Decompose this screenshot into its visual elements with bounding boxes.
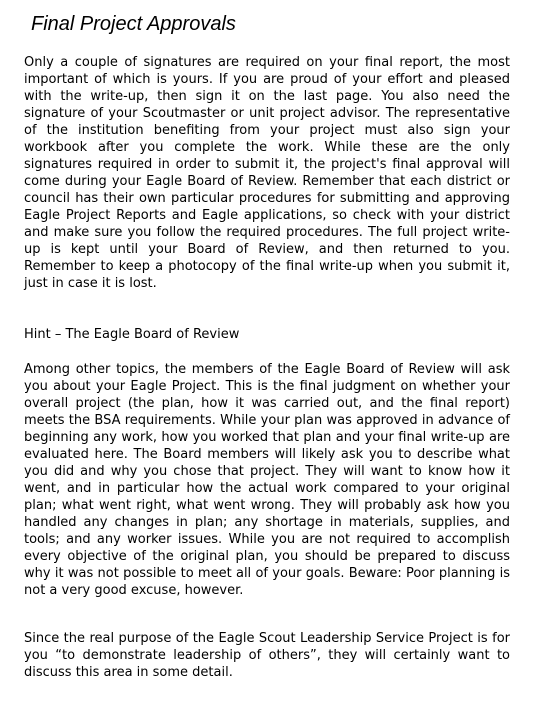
- hint-heading: Hint – The Eagle Board of Review: [24, 327, 240, 342]
- purpose-paragraph: Since the real purpose of the Eagle Scout Leadership Service Project is for you “to demonstrate leadership of others”, they will certainly want to discuss this area in some detail.: [24, 631, 510, 680]
- page-title: Final Project Approvals: [31, 13, 236, 35]
- board-of-review-paragraph: Among other topics, the members of the Eagle Board of Review will ask you about your Eagle Project. This is the final judgment on whether your overall project (the plan, how it was carried out, and the final report) meets the BSA requirements. While your plan was approved in advance of beginning any work, how you worked that plan and your final write-up are evaluated here. The Board members will likely ask you to describe what you did and why you chose that project. They will want to know how it went, and in particular how the actual work compared to your original plan; what went right, what went wrong. They will probably ask how you handled any changes in plan; any shortage in materials, supplies, and tools; and any worker issues. While you are not required to accomplish every objective of the original plan, you should be prepared to discuss why it was not possible to meet all of your goals. Beware: Poor planning is not a very good excuse, however.: [24, 362, 510, 598]
- signatures-paragraph: Only a couple of signatures are required on your final report, the most important of which is yours. If you are proud of your effort and pleased with the write-up, then sign it on the last page. You also need the signature of your Scoutmaster or unit project advisor. The representative of the institution benefiting from your project must also sign your workbook after you complete the work. While these are the only signatures required in order to submit it, the project's final approval will come during your Eagle Board of Review. Remember that each district or council has their own particular procedures for submitting and approving Eagle Project Reports and Eagle applications, so check with your district and make sure you follow the required procedures. The full project write-up is kept until your Board of Review, and then returned to you. Remember to keep a photocopy of the final write-up when you submit it, just in case it is lost.: [24, 55, 510, 291]
